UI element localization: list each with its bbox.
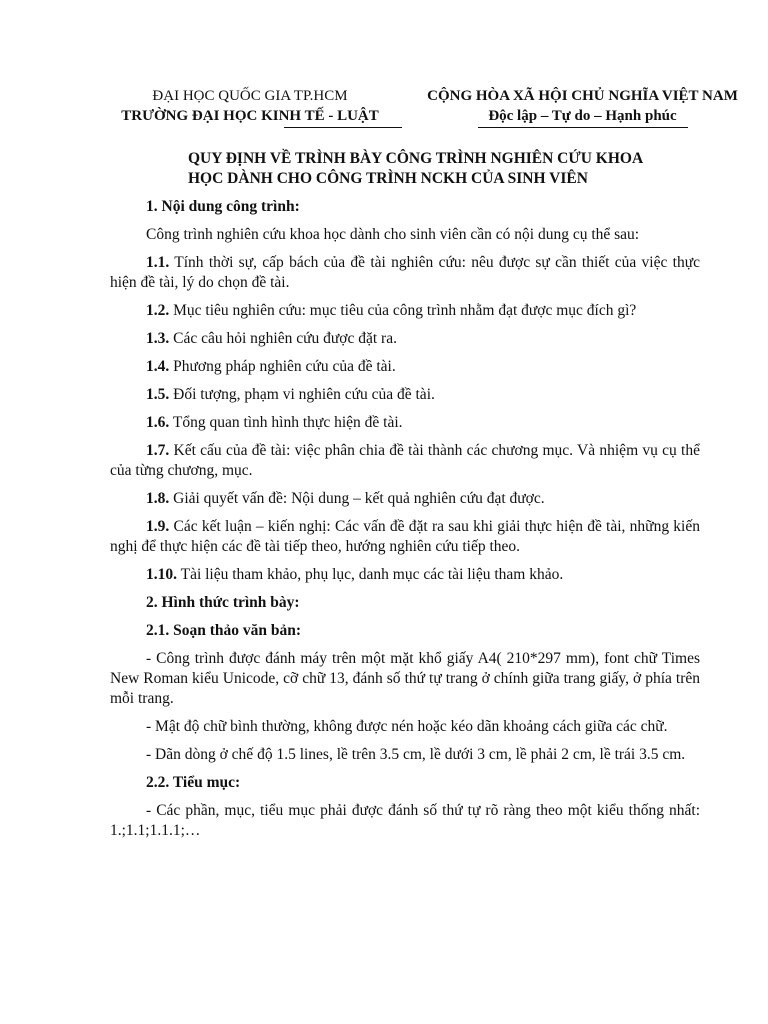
header-left-underline — [284, 127, 402, 128]
item-1-10 — [110, 565, 700, 585]
item-number: 1.1. — [146, 254, 170, 271]
section-2-1-para-2: - Mật độ chữ bình thường, không được nén hoặc kéo dãn khoảng cách giữa các chữ. — [146, 718, 668, 735]
item-1-4 — [110, 357, 700, 377]
item-number: 1.6. — [146, 414, 170, 431]
item-text: Các câu hỏi nghiên cứu được đặt ra. — [169, 330, 397, 347]
item-1-8 — [110, 489, 700, 509]
item-1-7 — [110, 441, 700, 481]
section-2-heading: 2. Hình thức trình bày: — [146, 594, 300, 611]
item-text: Đối tượng, phạm vi nghiên cứu của đề tài. — [169, 386, 435, 403]
item-text: Các kết luận – kiến nghị: Các vấn đề đặt ra sau khi giải thực hiện đề tài, những kiến nghị để thực hiện các đề tài tiếp theo, hướng nghiên cứu tiếp theo. — [110, 518, 700, 555]
national-motto: Độc lập – Tự do – Hạnh phúc — [488, 108, 677, 124]
item-text: Giải quyết vấn đề: Nội dung – kết quả nghiên cứu đạt được. — [169, 490, 545, 507]
section-2-2-heading: 2.2. Tiểu mục: — [146, 774, 241, 791]
item-number: 1.7. — [146, 442, 170, 459]
item-number: 1.2. — [146, 302, 170, 319]
item-1-3 — [110, 329, 700, 349]
item-text: Tài liệu tham khảo, phụ lục, danh mục các tài liệu tham khảo. — [177, 566, 564, 583]
document-title — [188, 149, 708, 189]
item-text: Tính thời sự, cấp bách của đề tài nghiên cứu: nêu được sự cần thiết của việc thực hiện đề tài, lý do chọn đề tài. — [110, 254, 700, 291]
title-line-2: HỌC DÀNH CHO CÔNG TRÌNH NCKH CỦA SINH VIÊN — [188, 170, 588, 187]
header-right — [410, 86, 755, 128]
item-1-9 — [110, 517, 700, 557]
section-1-heading: 1. Nội dung công trình: — [146, 198, 300, 215]
section-1-intro: Công trình nghiên cứu khoa học dành cho sinh viên cần có nội dung cụ thể sau: — [146, 226, 640, 243]
item-number: 1.8. — [146, 490, 170, 507]
header-left — [100, 86, 400, 128]
item-text: Tổng quan tình hình thực hiện đề tài. — [169, 414, 403, 431]
item-number: 1.10. — [146, 566, 177, 583]
item-1-1 — [110, 253, 700, 293]
item-number: 1.9. — [146, 518, 170, 535]
country-name: CỘNG HÒA XÃ HỘI CHỦ NGHĨA VIỆT NAM — [427, 88, 738, 104]
header-right-underline — [478, 127, 688, 128]
item-number: 1.5. — [146, 386, 170, 403]
item-text: Phương pháp nghiên cứu của đề tài. — [169, 358, 396, 375]
item-number: 1.3. — [146, 330, 170, 347]
section-2-1-heading: 2.1. Soạn thảo văn bản: — [146, 622, 302, 639]
university-name: ĐẠI HỌC QUỐC GIA TP.HCM — [152, 88, 348, 104]
item-1-5 — [110, 385, 700, 405]
item-text: Kết cấu của đề tài: việc phân chia đề tài thành các chương mục. Và nhiệm vụ cụ thể của từng chương, mục. — [110, 442, 700, 479]
section-2-1-para-1: - Công trình được đánh máy trên một mặt khổ giấy A4( 210*297 mm), font chữ Times New Roman kiểu Unicode, cỡ chữ 13, đánh số thứ tự trang ở chính giữa trang giấy, ở phía trên mỗi trang. — [110, 650, 700, 707]
school-name: TRƯỜNG ĐẠI HỌC KINH TẾ - LUẬT — [121, 108, 379, 124]
document-body — [110, 197, 700, 841]
item-number: 1.4. — [146, 358, 170, 375]
title-line-1: QUY ĐỊNH VỀ TRÌNH BÀY CÔNG TRÌNH NGHIÊN CỨU KHOA — [188, 150, 644, 167]
item-1-2 — [110, 301, 700, 321]
item-1-6 — [110, 413, 700, 433]
section-2-2-para-1: - Các phần, mục, tiểu mục phải được đánh số thứ tự rõ ràng theo một kiểu thống nhất: 1.;1.1;1.1.1;… — [110, 802, 700, 839]
item-text: Mục tiêu nghiên cứu: mục tiêu của công trình nhằm đạt được mục đích gì? — [169, 302, 637, 319]
section-2-1-para-3: - Dãn dòng ở chế độ 1.5 lines, lề trên 3.5 cm, lề dưới 3 cm, lề phải 2 cm, lề trái 3.5 cm. — [146, 746, 686, 763]
